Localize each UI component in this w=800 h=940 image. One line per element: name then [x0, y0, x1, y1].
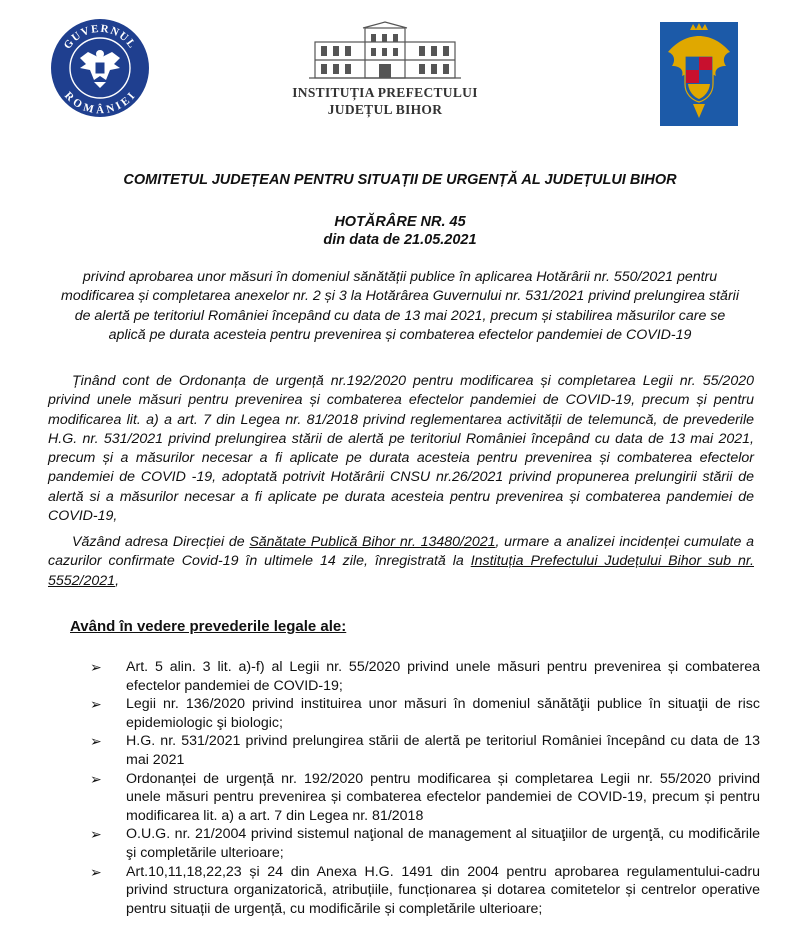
decision-date: din data de 21.05.2021 — [323, 232, 477, 248]
committee-title: COMITETUL JUDEȚEAN PENTRU SITUAȚII DE URGENȚĂ AL JUDEȚULUI BIHOR — [123, 172, 677, 188]
institution-line-1: INSTITUȚIA PREFECTULUI — [292, 85, 478, 100]
arrow-bullet-icon: ➢ — [90, 696, 102, 713]
list-item — [90, 770, 760, 826]
preamble-paragraph-2 — [48, 533, 754, 591]
arrow-bullet-icon: ➢ — [90, 733, 102, 750]
list-item — [90, 658, 760, 695]
arrow-bullet-icon: ➢ — [90, 770, 102, 787]
paragraph-2-text-3: , — [115, 572, 120, 589]
legal-provisions-heading: Având în vedere prevederile legale ale: — [70, 618, 347, 635]
paragraph-2-text-1: Văzând adresa Direcției de — [72, 534, 250, 550]
list-item — [90, 732, 760, 769]
romania-coat-of-arms-icon — [660, 22, 738, 126]
list-item-text: Art. 5 alin. 3 lit. a)-f) al Legii nr. 55/2020 privind unele măsuri pentru prevenirea și combaterea efectelor pandemiei de COVID-19; — [126, 659, 760, 694]
prefecture-registration-reference: Instituția Prefectului Județului Bihor sub nr. 5552/2021 — [48, 553, 754, 589]
list-item — [90, 825, 760, 862]
paragraph-2-text-2: , urmare a analizei incidenței cumulate a cazurilor confirmate Covid-19 în ultimele 14 zile, înregistrată la — [48, 534, 755, 570]
list-item — [90, 863, 760, 919]
dsp-address-reference: Sănătate Publică Bihor nr. 13480/2021 — [249, 534, 496, 550]
seal-ring-bottom-text: ROMÂNIEI — [61, 89, 139, 117]
legal-provisions-list — [90, 658, 760, 918]
institution-line-2: JUDEȚUL BIHOR — [327, 102, 443, 117]
decision-number: HOTĂRÂRE NR. 45 — [334, 214, 466, 230]
list-item-text: Legii nr. 136/2020 privind instituirea unor măsuri în domeniul sănătăţii publice în situaţii de risc epidemiologic şi biologic; — [126, 696, 760, 731]
arrow-bullet-icon: ➢ — [90, 826, 102, 843]
list-item-text: H.G. nr. 531/2021 privind prelungirea stării de alertă pe teritoriul României începând cu data de 13 mai 2021 — [126, 733, 760, 768]
decision-subject: privind aprobarea unor măsuri în domeniul sănătății publice în aplicarea Hotărârii nr. 550/2021 pentru modificarea și completarea anexelor nr. 2 și 3 la Hotărârea Guvernului nr. 531/2021 privind prelungirea stării de alertă pe teritoriul României începând cu data de 13 mai 2021, precum și stabilirea măsurilor care se aplică pe durata acesteia pentru prevenirea și combaterea efectelor pandemiei de COVID-19 — [61, 269, 739, 343]
list-item — [90, 695, 760, 732]
seal-ring-top-text: GUVERNUL — [61, 22, 139, 52]
institution-name — [250, 84, 520, 118]
guvernul-romaniei-seal-icon — [50, 18, 150, 118]
prefecture-building-icon — [305, 20, 465, 80]
list-item-text: Art.10,11,18,22,23 și 24 din Anexa H.G. 1491 din 2004 pentru aprobarea regulamentului-cadru privind structura organizatorică, atribuțiile, funcționarea și dotarea comitetelor și centrelor operative pentru situații de urgență, cu modificările și completările ulterioare; — [126, 863, 760, 917]
preamble-paragraph-1: Ținând cont de Ordonanța de urgență nr.192/2020 pentru modificarea și completarea Legii nr. 55/2020 privind unele măsuri pentru prevenirea și combaterea efectelor pandemiei de COVID-19, precum și pentru modificarea lit. a) a art. 7 din Legea nr. 81/2018 privind reglementarea activității de telemuncă, de prevederile H.G. nr. 531/2021 privind prelungirea stării de alertă pe teritoriul României începând cu data de 13 mai 2021, precum și a măsurilor necesar a fi aplicate pe durata acesteia pentru prevenirea și combaterea efectelor pandemiei de COVID -19, adoptată potrivit Hotărârii CNSU nr.26/2021 privind propunerea prelungirii stării de alertă si a măsurilor necesar a fi aplicate pe durata acesteia pentru prevenirea și combaterea pandemiei de COVID-19, — [48, 373, 754, 525]
list-item-text: O.U.G. nr. 21/2004 privind sistemul naţional de management al situaţiilor de urgenţă, cu modificările şi completările ulterioare; — [126, 826, 760, 861]
arrow-bullet-icon: ➢ — [90, 863, 102, 880]
arrow-bullet-icon: ➢ — [90, 659, 102, 675]
document-header — [0, 0, 800, 135]
list-item-text: Ordonanței de urgență nr. 192/2020 pentru modificarea și completarea Legii nr. 55/2020 privind unele măsuri pentru prevenirea și combaterea efectelor pandemiei de COVID-19, precum și pentru modificarea lit. a) a art. 7 din Legea nr. 81/2018 — [126, 770, 760, 824]
